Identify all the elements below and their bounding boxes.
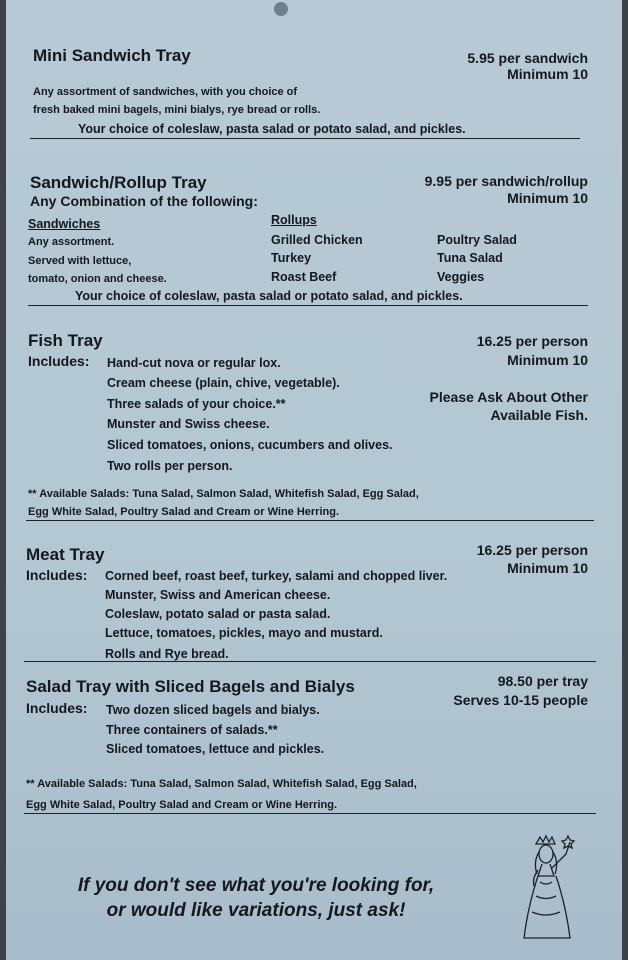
meat-item: Rolls and Rye bread. — [105, 647, 229, 661]
salad-includes-label: Includes: — [26, 700, 88, 716]
meat-tray-title: Meat Tray — [26, 545, 105, 564]
divider — [28, 305, 588, 306]
fish-item: Three salads of your choice.** — [107, 397, 286, 411]
meat-tray-minimum: Minimum 10 — [507, 560, 588, 576]
divider — [30, 138, 580, 139]
fish-salads-note1: ** Available Salads: Tuna Salad, Salmon Salad, Whitefish Salad, Egg Salad, — [28, 488, 419, 500]
salad-item: Three containers of salads.** — [106, 723, 278, 737]
fish-item: Sliced tomatoes, onions, cucumbers and olives. — [107, 438, 393, 452]
sandwiches-line: Served with lettuce, — [28, 255, 132, 267]
rollup-tray-title: Sandwich/Rollup Tray — [30, 173, 207, 192]
rollup-item: Roast Beef — [271, 270, 337, 284]
closing-line2: or would like variations, just ask! — [106, 900, 406, 921]
divider — [24, 813, 596, 814]
rollup-item: Poultry Salad — [437, 233, 517, 247]
divider — [24, 661, 596, 662]
divider — [26, 520, 594, 521]
meat-item: Corned beef, roast beef, turkey, salami and chopped liver. — [105, 569, 448, 583]
pushpin-icon — [274, 2, 288, 16]
sandwiches-heading: Sandwiches — [28, 217, 101, 231]
rollup-item: Veggies — [437, 270, 485, 284]
mini-tray-desc1: Any assortment of sandwiches, with you choice of — [33, 86, 298, 98]
meat-includes-label: Includes: — [26, 567, 88, 583]
salad-item: Two dozen sliced bagels and bialys. — [106, 703, 320, 717]
meat-item: Lettuce, tomatoes, pickles, mayo and mustard. — [105, 626, 383, 640]
rollup-combo: Any Combination of the following: — [30, 193, 258, 209]
rollup-tray-minimum: Minimum 10 — [507, 190, 588, 206]
salad-item: Sliced tomatoes, lettuce and pickles. — [106, 742, 325, 756]
fish-ask-line2: Available Fish. — [490, 407, 588, 423]
fish-item: Munster and Swiss cheese. — [107, 417, 270, 431]
rollup-item: Turkey — [271, 251, 312, 265]
fairy-princess-icon — [516, 832, 582, 944]
mini-tray-desc2: fresh baked mini bagels, mini bialys, rye bread or rolls. — [33, 104, 321, 116]
salad-tray-title: Salad Tray with Sliced Bagels and Bialys — [26, 677, 355, 696]
meat-item: Munster, Swiss and American cheese. — [105, 588, 331, 602]
fish-tray-minimum: Minimum 10 — [507, 352, 588, 368]
fish-item: Two rolls per person. — [107, 459, 233, 473]
fish-tray-title: Fish Tray — [28, 331, 103, 350]
rollups-heading: Rollups — [271, 213, 317, 227]
mini-tray-minimum: Minimum 10 — [507, 66, 588, 82]
mini-tray-title: Mini Sandwich Tray — [33, 46, 191, 65]
rollup-item: Tuna Salad — [437, 251, 503, 265]
salad-tray-serves: Serves 10-15 people — [453, 692, 588, 708]
mini-tray-sides: Your choice of coleslaw, pasta salad or potato salad, and pickles. — [78, 122, 466, 136]
sandwiches-line: Any assortment. — [28, 236, 115, 248]
menu-page — [6, 0, 622, 960]
salad-salads-note2: Egg White Salad, Poultry Salad and Cream or Wine Herring. — [26, 799, 338, 811]
rollup-item: Grilled Chicken — [271, 233, 363, 247]
fish-salads-note2: Egg White Salad, Poultry Salad and Cream or Wine Herring. — [28, 506, 340, 518]
meat-tray-price: 16.25 per person — [476, 542, 588, 558]
fish-includes-label: Includes: — [28, 353, 90, 369]
rollup-sides: Your choice of coleslaw, pasta salad or potato salad, and pickles. — [75, 289, 463, 303]
closing-line1: If you don't see what you're looking for, — [77, 875, 435, 896]
sandwiches-line: tomato, onion and cheese. — [28, 273, 167, 285]
fish-tray-price: 16.25 per person — [476, 333, 588, 349]
fish-item: Hand-cut nova or regular lox. — [107, 356, 281, 370]
fish-ask-line1: Please Ask About Other — [429, 389, 588, 405]
rollup-tray-price: 9.95 per sandwich/rollup — [424, 173, 588, 189]
fish-item: Cream cheese (plain, chive, vegetable). — [107, 376, 340, 390]
mini-tray-price: 5.95 per sandwich — [467, 50, 588, 66]
salad-tray-price: 98.50 per tray — [497, 673, 588, 689]
meat-item: Coleslaw, potato salad or pasta salad. — [105, 607, 331, 621]
salad-salads-note1: ** Available Salads: Tuna Salad, Salmon Salad, Whitefish Salad, Egg Salad, — [26, 778, 417, 790]
